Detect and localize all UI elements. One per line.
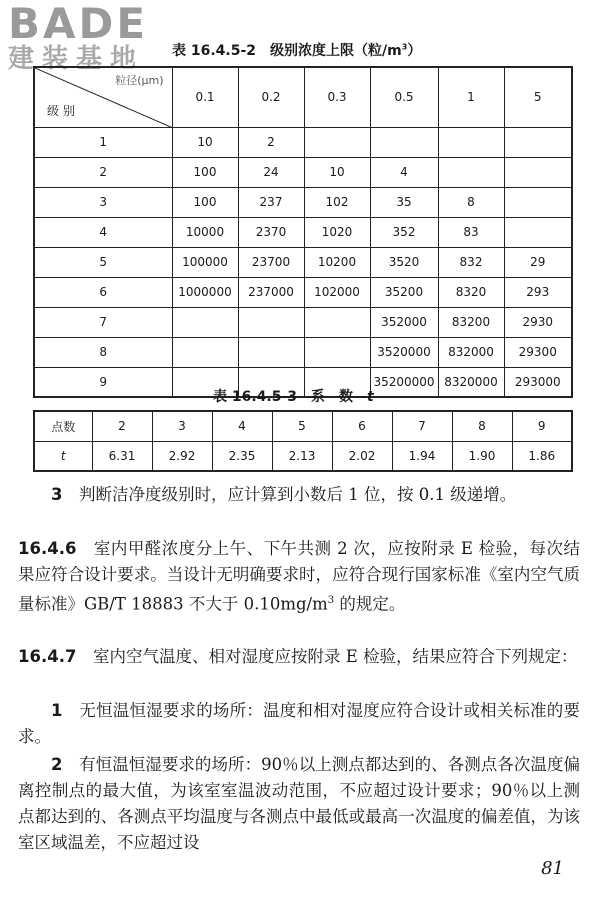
table-cell: 2930 xyxy=(504,307,572,337)
table-cell: 293 xyxy=(504,277,572,307)
table-cell: 3520 xyxy=(370,247,438,277)
table-cell xyxy=(238,337,304,367)
table-cell: 83200 xyxy=(438,307,504,337)
table-row xyxy=(34,217,572,247)
table-cell xyxy=(304,337,370,367)
grade-cell: 5 xyxy=(34,247,172,277)
table-cell: 35200000 xyxy=(370,367,438,397)
points-cell: 6 xyxy=(332,411,392,441)
clause-text: 无恒温恒湿要求的场所：温度和相对湿度应符合设计或相关标准的要求。 xyxy=(18,701,581,746)
table-cell xyxy=(504,217,572,247)
table1-diagonal-header xyxy=(34,67,172,127)
concentration-limit-table xyxy=(33,66,573,398)
clause-number: 1 xyxy=(51,701,63,720)
table-cell: 352 xyxy=(370,217,438,247)
points-cell: 9 xyxy=(512,411,572,441)
table2-symbol: t xyxy=(367,389,374,405)
grade-cell: 1 xyxy=(34,127,172,157)
column-header: 0.3 xyxy=(304,67,370,127)
coefficient-cell: 1.94 xyxy=(392,441,452,471)
table-cell: 1000000 xyxy=(172,277,238,307)
table1-title-end: ） xyxy=(407,43,422,59)
coefficient-row xyxy=(34,441,572,471)
table-cell: 8320000 xyxy=(438,367,504,397)
table-cell: 35 xyxy=(370,187,438,217)
coefficient-cell: 1.86 xyxy=(512,441,572,471)
table-cell: 102 xyxy=(304,187,370,217)
clause-text: 判断洁净度级别时，应计算到小数后 1 位，按 0.1 级递增。 xyxy=(78,485,517,504)
table2-title: 系 数 xyxy=(311,389,354,405)
coefficient-cell: 2.13 xyxy=(272,441,332,471)
paragraph-16-4-6 xyxy=(18,536,580,618)
coefficient-header: t xyxy=(34,441,92,471)
coefficient-table xyxy=(33,410,573,472)
points-cell: 8 xyxy=(452,411,512,441)
table-cell xyxy=(370,127,438,157)
points-cell: 4 xyxy=(212,411,272,441)
column-header: 1 xyxy=(438,67,504,127)
table-cell: 10 xyxy=(172,127,238,157)
table-cell: 237000 xyxy=(238,277,304,307)
table-cell: 832 xyxy=(438,247,504,277)
points-cell: 7 xyxy=(392,411,452,441)
table-cell: 2370 xyxy=(238,217,304,247)
points-cell: 5 xyxy=(272,411,332,441)
points-cell: 3 xyxy=(152,411,212,441)
table-row xyxy=(34,247,572,277)
table1-title: 级别浓度上限（粒/m xyxy=(270,43,402,59)
column-header: 0.5 xyxy=(370,67,438,127)
column-header: 5 xyxy=(504,67,572,127)
clause-sup: 3 xyxy=(327,595,335,606)
table-cell: 8320 xyxy=(438,277,504,307)
coefficient-cell: 2.35 xyxy=(212,441,272,471)
table-cell xyxy=(504,157,572,187)
table1-label: 表 16.4.5-2 xyxy=(172,43,257,59)
table-cell: 29300 xyxy=(504,337,572,367)
table-cell: 1020 xyxy=(304,217,370,247)
table-cell: 10 xyxy=(304,157,370,187)
paragraph-item-2 xyxy=(18,752,580,856)
table-cell: 293000 xyxy=(504,367,572,397)
logo-main-text: BADE xyxy=(8,0,149,48)
clause-number: 16.4.6 xyxy=(18,539,77,558)
grade-cell: 2 xyxy=(34,157,172,187)
clause-text: 有恒温恒湿要求的场所：90％以上测点都达到的、各测点各次温度偏离控制点的最大值，为该室室温波动范围，不应超过设计要求；90％以上测点都达到的、各测点平均温度与各测点中最低或最高一次温度的偏差值，为该室区域温差，不应超过设 xyxy=(18,755,581,852)
table-cell: 237 xyxy=(238,187,304,217)
clause-number: 2 xyxy=(51,755,63,774)
table-cell: 23700 xyxy=(238,247,304,277)
grade-label: 级 别 xyxy=(47,103,75,118)
table-cell xyxy=(172,337,238,367)
table-cell: 29 xyxy=(504,247,572,277)
table-cell: 35200 xyxy=(370,277,438,307)
table-cell: 2 xyxy=(238,127,304,157)
table-cell: 10000 xyxy=(172,217,238,247)
table1-header-row xyxy=(34,67,572,127)
table-row xyxy=(34,307,572,337)
table-row xyxy=(34,157,572,187)
clause-text: 室内空气温度、相对湿度应按附录 E 检验，结果应符合下列规定： xyxy=(92,647,578,666)
particle-size-label: 粒径(μm) xyxy=(115,74,164,87)
column-header: 0.1 xyxy=(172,67,238,127)
table-cell xyxy=(304,307,370,337)
grade-cell: 3 xyxy=(34,187,172,217)
clause-number: 3 xyxy=(51,485,63,504)
paragraph-item-1 xyxy=(18,698,580,750)
table-row xyxy=(34,277,572,307)
points-header: 点数 xyxy=(34,411,92,441)
column-header: 0.2 xyxy=(238,67,304,127)
page-number: 81 xyxy=(541,858,564,879)
table-cell: 83 xyxy=(438,217,504,247)
coefficient-cell: 2.92 xyxy=(152,441,212,471)
grade-cell: 9 xyxy=(34,367,172,397)
coefficient-cell: 6.31 xyxy=(92,441,152,471)
table-cell xyxy=(172,307,238,337)
table-cell xyxy=(304,127,370,157)
table-cell: 10200 xyxy=(304,247,370,277)
table-cell: 352000 xyxy=(370,307,438,337)
table-cell: 102000 xyxy=(304,277,370,307)
clause-text: 室内甲醛浓度分上午、下午共测 2 次，应按附录 E 检验，每次结果应符合设计要求。当设计无明确要求时，应符合现行国家标准《室内空气质量标准》GB/T 18883 不大于 0.10mg/m xyxy=(18,539,580,614)
grade-cell: 4 xyxy=(34,217,172,247)
table-cell xyxy=(438,157,504,187)
table-row xyxy=(34,187,572,217)
table-cell: 832000 xyxy=(438,337,504,367)
paragraph-16-4-7 xyxy=(18,644,580,670)
clause-number: 16.4.7 xyxy=(18,647,77,666)
bade-logo xyxy=(8,2,178,74)
table2-caption xyxy=(213,386,374,406)
table-cell xyxy=(504,187,572,217)
table1-title-sup: 3 xyxy=(401,42,408,52)
table-cell xyxy=(504,127,572,157)
points-cell: 2 xyxy=(92,411,152,441)
paragraph-3 xyxy=(18,482,580,508)
table-cell xyxy=(438,127,504,157)
table-cell: 3520000 xyxy=(370,337,438,367)
table-cell: 100000 xyxy=(172,247,238,277)
table-cell xyxy=(238,307,304,337)
table-cell: 100 xyxy=(172,187,238,217)
table-cell: 100 xyxy=(172,157,238,187)
table2-label: 表 16.4.5-3 xyxy=(213,389,298,405)
logo-sub-text: 建装基地 xyxy=(8,44,145,74)
table-row xyxy=(34,127,572,157)
grade-cell: 7 xyxy=(34,307,172,337)
points-row xyxy=(34,411,572,441)
table-cell: 24 xyxy=(238,157,304,187)
table-row xyxy=(34,337,572,367)
table-cell: 8 xyxy=(438,187,504,217)
grade-cell: 8 xyxy=(34,337,172,367)
grade-cell: 6 xyxy=(34,277,172,307)
coefficient-cell: 1.90 xyxy=(452,441,512,471)
coefficient-cell: 2.02 xyxy=(332,441,392,471)
clause-text-end: 的规定。 xyxy=(334,594,406,614)
table-cell: 4 xyxy=(370,157,438,187)
table1-caption xyxy=(172,40,421,60)
